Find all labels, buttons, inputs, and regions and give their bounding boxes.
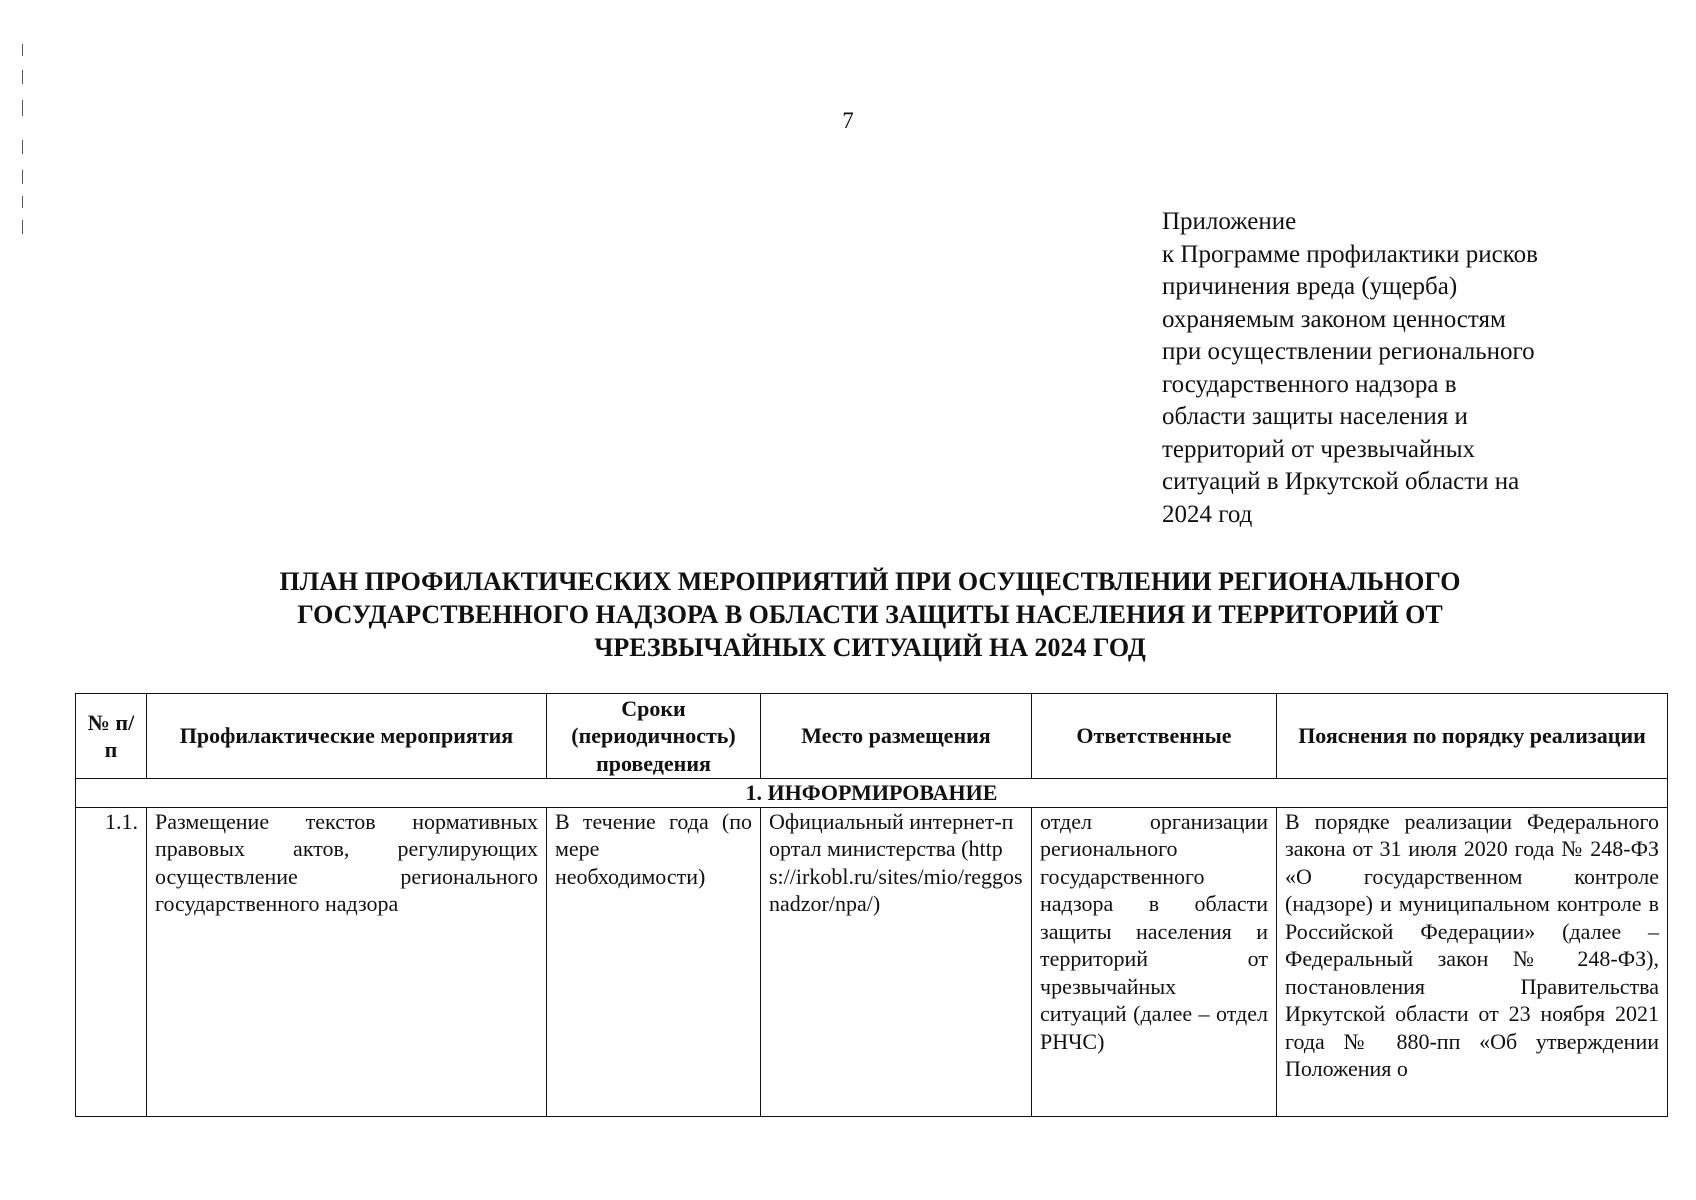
- scan-edge-mark: [22, 196, 23, 208]
- scan-edge-mark: [22, 70, 23, 84]
- appendix-line: Приложение: [1162, 208, 1297, 235]
- row-place: Официальный интернет-портал министерства (https://irkobl.ru/sites/mio/reggosnadzor/npa/): [761, 807, 1032, 1116]
- table-row: [76, 807, 1668, 1116]
- appendix-note: [1162, 206, 1632, 531]
- appendix-line: к Программе профилактики рисков: [1162, 240, 1538, 268]
- title-line: ЧРЕЗВЫЧАЙНЫХ СИТУАЦИЙ НА 2024 ГОД: [594, 633, 1146, 662]
- appendix-line: ситуаций в Иркутской области на: [1162, 468, 1520, 495]
- appendix-line: причинения вреда (ущерба): [1162, 273, 1458, 300]
- row-number: 1.1.: [76, 807, 147, 1116]
- row-explanation: В порядке реализации Федерального закона от 31 июля 2020 года № 248-ФЗ «О государственном контроле (надзоре) и муниципальном контроле в Российской Федерации» (далее – Федеральный закон № 248-ФЗ), постановления Правительства Иркутской области от 23 ноября 2021 года № 880-пп «Об утверждении Положения о: [1277, 807, 1668, 1116]
- scan-edge-mark: [22, 170, 23, 184]
- appendix-line: охраняемым законом ценностям: [1162, 305, 1506, 333]
- header-period: Сроки (периодичность) проведения: [547, 694, 761, 779]
- appendix-line: области защиты населения и: [1162, 403, 1468, 430]
- header-responsible: Ответственные: [1032, 694, 1277, 779]
- header-number: № п/п: [76, 694, 147, 779]
- plan-table: [75, 693, 1668, 1117]
- header-explanation: Пояснения по порядку реализации: [1277, 694, 1668, 779]
- document-title: [120, 565, 1620, 664]
- appendix-line: государственного надзора в: [1162, 370, 1457, 398]
- scan-edge-mark: [22, 220, 23, 234]
- row-responsible: отдел организации регионального государственного надзора в области защиты населения и территорий от чрезвычайных ситуаций (далее – отдел РНЧС): [1032, 807, 1277, 1116]
- row-activity: Размещение текстов нормативных правовых актов, регулирующих осуществление регионального государственного надзора: [147, 807, 547, 1116]
- row-period: В течение года (по мере необходимости): [547, 807, 761, 1116]
- title-line: ПЛАН ПРОФИЛАКТИЧЕСКИХ МЕРОПРИЯТИЙ ПРИ ОСУЩЕСТВЛЕНИИ РЕГИОНАЛЬНОГО: [279, 567, 1461, 596]
- title-line: ГОСУДАРСТВЕННОГО НАДЗОРА В ОБЛАСТИ ЗАЩИТЫ НАСЕЛЕНИЯ И ТЕРРИТОРИЙ ОТ: [297, 600, 1443, 629]
- appendix-line: территорий от чрезвычайных: [1162, 435, 1476, 463]
- appendix-line: 2024 год: [1162, 500, 1253, 528]
- appendix-line: при осуществлении регионального: [1162, 338, 1535, 365]
- header-place: Место размещения: [761, 694, 1032, 779]
- table-header-row: [76, 694, 1668, 779]
- section-row: [76, 779, 1668, 808]
- page-number: 7: [842, 108, 854, 133]
- header-activities: Профилактические мероприятия: [147, 694, 547, 779]
- section-title: 1. ИНФОРМИРОВАНИЕ: [76, 779, 1668, 808]
- scan-edge-mark: [22, 44, 23, 56]
- scan-edge-mark: [22, 140, 23, 154]
